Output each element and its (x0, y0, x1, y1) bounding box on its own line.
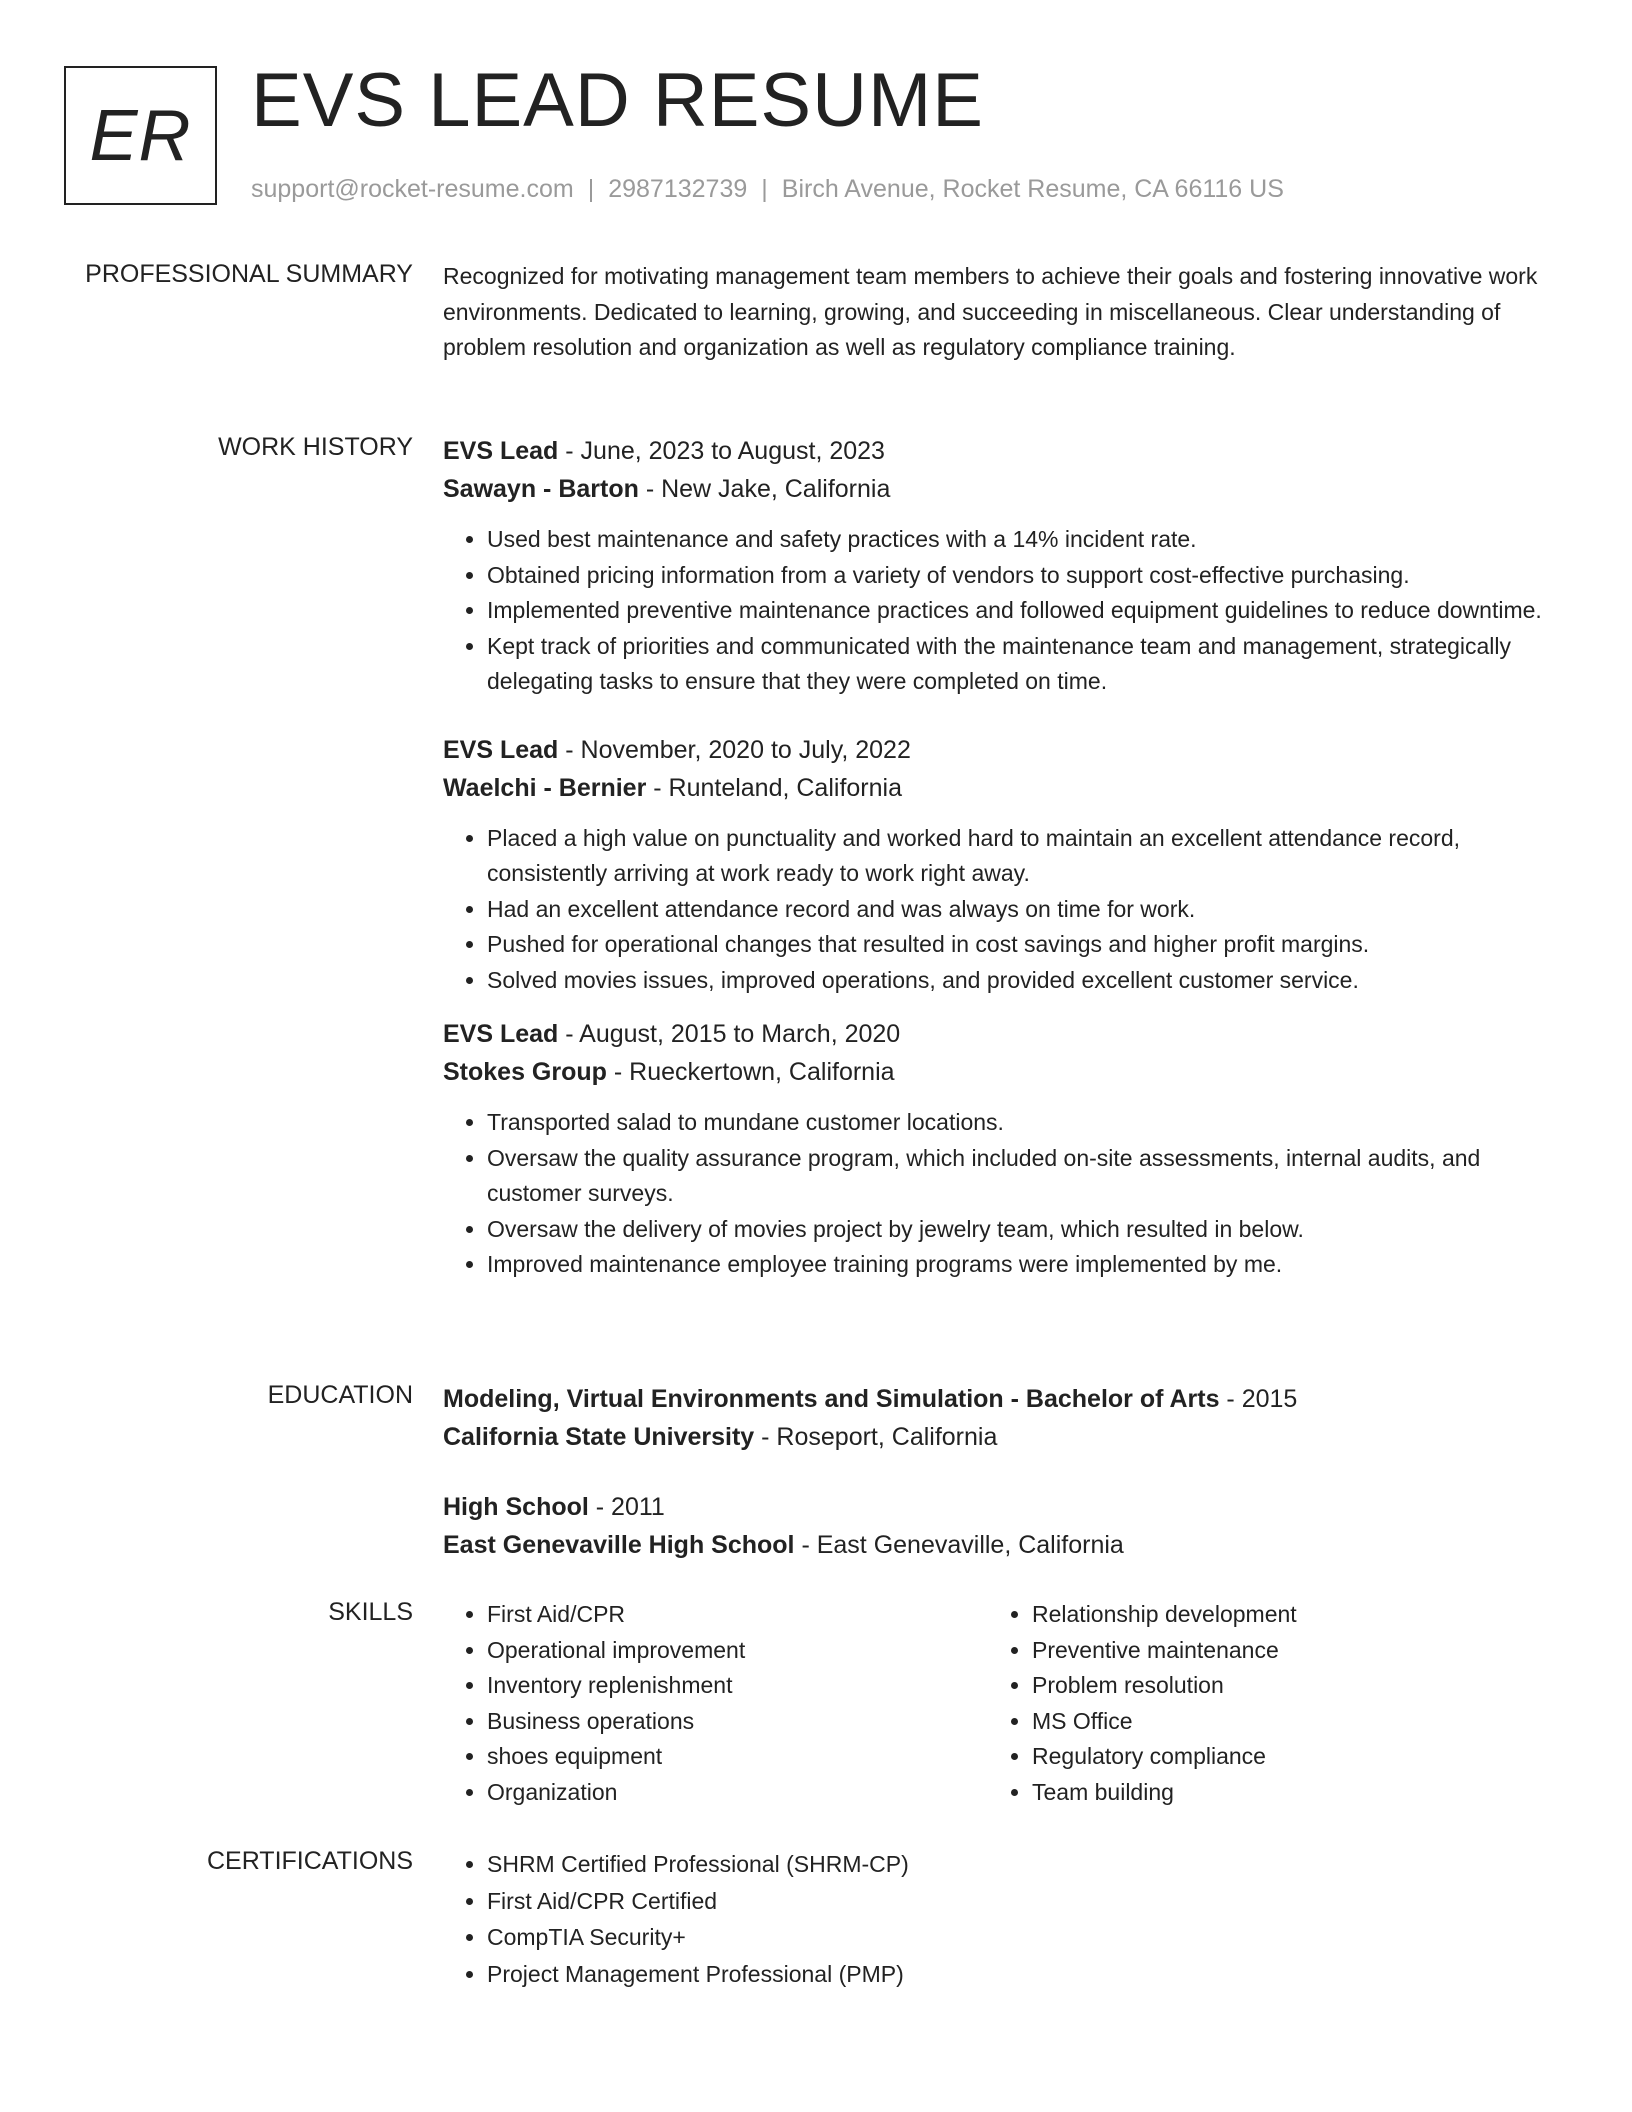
skills-body (443, 1597, 1563, 1810)
job-entry (443, 731, 1563, 999)
education-school: California State University (443, 1423, 755, 1451)
certification-item: • First Aid/CPR Certified (487, 1883, 1563, 1920)
job-bullet: • Used best maintenance and safety practices with a 14% incident rate. (487, 522, 1563, 558)
job-bullet: • Implemented preventive maintenance practices and followed equipment guidelines to reduce downtime. (487, 593, 1563, 629)
skill-item: • Business operations (487, 1704, 988, 1740)
certification-item: • SHRM Certified Professional (SHRM-CP) (487, 1846, 1563, 1883)
job-title-line (443, 1015, 1563, 1053)
job-title-line (443, 432, 1563, 470)
section-label-skills: SKILLS (328, 1598, 413, 1626)
summary-text: Recognized for motivating management team members to achieve their goals and fostering innovative work environments. Dedicated to learning, growing, and succeeding in miscellaneous. Clear understanding of problem resolution and organization as well as regulatory compliance training. (443, 263, 1538, 360)
contact-line (251, 174, 1284, 204)
skill-item: • Operational improvement (487, 1633, 988, 1669)
skills-columns (443, 1597, 1563, 1810)
education-entry (443, 1380, 1563, 1456)
certifications-body (443, 1846, 1563, 1992)
contact-phone: 2987132739 (608, 175, 748, 203)
education-year: - 2011 (588, 1493, 665, 1521)
job-entry (443, 432, 1563, 700)
skills-list-right (988, 1597, 1533, 1810)
skill-item: • MS Office (1032, 1704, 1533, 1740)
skills-list-left (443, 1597, 988, 1810)
education-body (443, 1380, 1563, 1564)
job-bullet: • Had an excellent attendance record and was always on time for work. (487, 892, 1563, 928)
job-bullet: • Improved maintenance employee training programs were implemented by me. (487, 1247, 1563, 1283)
job-title: EVS Lead (443, 1020, 559, 1048)
skill-item: • Problem resolution (1032, 1668, 1533, 1704)
job-location: - Runteland, California (646, 773, 902, 802)
education-degree-line (443, 1488, 1563, 1526)
education-degree-line (443, 1380, 1563, 1418)
contact-address: Birch Avenue, Rocket Resume, CA 66116 US (781, 175, 1284, 203)
job-bullet: • Placed a high value on punctuality and worked hard to maintain an excellent attendance record, consistently arriving at work ready to work right away. (487, 821, 1563, 892)
contact-separator: | (587, 175, 595, 203)
job-entry (443, 1015, 1563, 1283)
job-bullet: • Obtained pricing information from a variety of vendors to support cost-effective purchasing. (487, 558, 1563, 594)
job-bullets (443, 1105, 1563, 1283)
job-dates: - June, 2023 to August, 2023 (558, 437, 885, 465)
monogram-logo: ER (64, 66, 217, 205)
resume-title: EVS LEAD RESUME (251, 58, 984, 143)
section-label-certifications: CERTIFICATIONS (206, 1847, 413, 1875)
skill-item: • Relationship development (1032, 1597, 1533, 1633)
certification-item: • Project Management Professional (PMP) (487, 1956, 1563, 1993)
job-company: Waelchi - Bernier (443, 773, 647, 802)
certifications-list (443, 1846, 1563, 1992)
section-label-summary: PROFESSIONAL SUMMARY (85, 260, 413, 288)
job-bullet: • Solved movies issues, improved operations, and provided excellent customer service. (487, 963, 1563, 999)
job-title-line (443, 731, 1563, 769)
contact-email: support@rocket-resume.com (251, 175, 574, 203)
skill-item: • shoes equipment (487, 1739, 988, 1775)
education-school-line (443, 1418, 1563, 1456)
education-year: - 2015 (1219, 1385, 1298, 1413)
job-bullet: • Kept track of priorities and communicated with the maintenance team and management, strategically delegating tasks to ensure that they were completed on time. (487, 629, 1563, 700)
job-title: EVS Lead (443, 437, 559, 465)
job-company-line (443, 470, 1563, 508)
education-degree: High School (443, 1493, 589, 1521)
job-company: Sawayn - Barton (443, 475, 639, 503)
job-bullet: • Transported salad to mundane customer locations. (487, 1105, 1563, 1141)
skill-item: • First Aid/CPR (487, 1597, 988, 1633)
job-title: EVS Lead (443, 735, 559, 764)
skill-item: • Preventive maintenance (1032, 1633, 1533, 1669)
education-school: East Genevaville High School (443, 1531, 795, 1559)
certification-item: • CompTIA Security+ (487, 1919, 1563, 1956)
summary-body (443, 259, 1563, 366)
job-dates: - November, 2020 to July, 2022 (558, 735, 911, 764)
skill-item: • Organization (487, 1775, 988, 1811)
job-location: - New Jake, California (638, 475, 891, 503)
job-company: Stokes Group (443, 1058, 607, 1086)
job-location: - Rueckertown, California (606, 1058, 895, 1086)
job-company-line (443, 769, 1563, 807)
education-location: - East Genevaville, California (794, 1531, 1124, 1559)
skill-item: • Inventory replenishment (487, 1668, 988, 1704)
work-history-body (443, 432, 1563, 1283)
education-location: - Roseport, California (754, 1423, 998, 1451)
section-label-education: EDUCATION (267, 1381, 413, 1409)
skill-item: • Regulatory compliance (1032, 1739, 1533, 1775)
education-degree: Modeling, Virtual Environments and Simulation - Bachelor of Arts (443, 1385, 1220, 1413)
job-dates: - August, 2015 to March, 2020 (558, 1020, 901, 1048)
job-bullet: • Pushed for operational changes that resulted in cost savings and higher profit margins. (487, 927, 1563, 963)
job-bullet: • Oversaw the delivery of movies project by jewelry team, which resulted in below. (487, 1212, 1563, 1248)
job-bullets (443, 522, 1563, 700)
job-bullet: • Oversaw the quality assurance program, which included on-site assessments, internal audits, and customer surveys. (487, 1141, 1563, 1212)
skill-item: • Team building (1032, 1775, 1533, 1811)
job-bullets (443, 821, 1563, 999)
job-company-line (443, 1053, 1563, 1091)
section-label-work-history: WORK HISTORY (218, 433, 413, 461)
education-school-line (443, 1526, 1563, 1564)
contact-separator: | (761, 175, 768, 203)
education-entry (443, 1488, 1563, 1564)
